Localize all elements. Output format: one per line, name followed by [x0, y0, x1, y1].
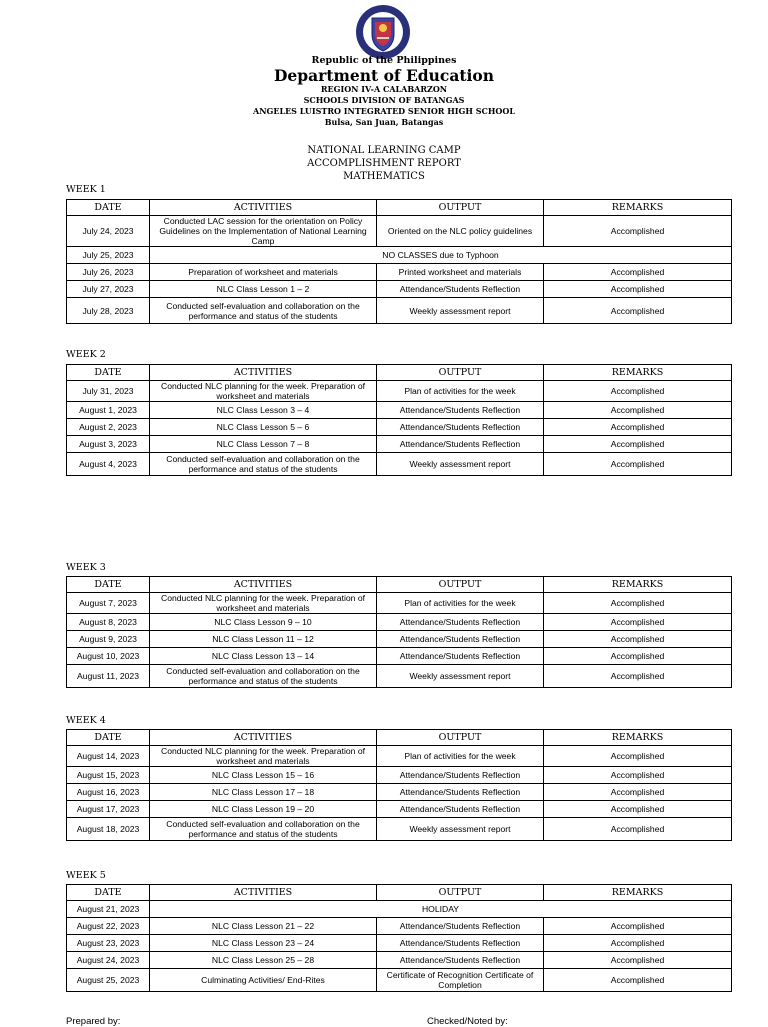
output-cell: Attendance/Students Reflection [377, 767, 544, 784]
week-label: WEEK 2 [66, 349, 106, 360]
report-title-3: MATHEMATICS [343, 171, 425, 182]
output-cell: Plan of activities for the week [377, 593, 544, 614]
republic-line: Republic of the Philippines [311, 55, 457, 66]
output-cell: Attendance/Students Reflection [377, 952, 544, 969]
remarks-cell: Accomplished [544, 631, 732, 648]
table-row [67, 381, 732, 402]
table-header-row [67, 577, 732, 593]
output-cell: Attendance/Students Reflection [377, 402, 544, 419]
report-title-2: ACCOMPLISHMENT REPORT [307, 158, 461, 169]
date-cell: August 16, 2023 [67, 784, 150, 801]
remarks-cell: Accomplished [544, 593, 732, 614]
output-cell: Attendance/Students Reflection [377, 784, 544, 801]
week-label: WEEK 3 [66, 562, 106, 573]
activity-cell: NLC Class Lesson 1 – 2 [150, 281, 377, 298]
table-row [67, 402, 732, 419]
table-row [67, 264, 732, 281]
date-cell: August 7, 2023 [67, 593, 150, 614]
column-header-output: OUTPUT [377, 730, 544, 746]
column-header-activities: ACTIVITIES [150, 730, 377, 746]
table-row [67, 593, 732, 614]
remarks-cell: Accomplished [544, 648, 732, 665]
table-header-row [67, 365, 732, 381]
table-header-row [67, 200, 732, 216]
remarks-cell: Accomplished [544, 969, 732, 992]
output-cell: Attendance/Students Reflection [377, 648, 544, 665]
table-header-row [67, 730, 732, 746]
table-row [67, 419, 732, 436]
activity-cell: Conducted NLC planning for the week. Preparation of worksheet and materials [150, 381, 377, 402]
column-header-date: DATE [67, 365, 150, 381]
date-cell: August 3, 2023 [67, 436, 150, 453]
week-table [66, 729, 732, 841]
table-row [67, 818, 732, 841]
date-cell: August 8, 2023 [67, 614, 150, 631]
date-cell: July 28, 2023 [67, 298, 150, 324]
remarks-cell: Accomplished [544, 935, 732, 952]
date-cell: August 22, 2023 [67, 918, 150, 935]
date-cell: July 27, 2023 [67, 281, 150, 298]
output-cell: Attendance/Students Reflection [377, 281, 544, 298]
remarks-cell: Accomplished [544, 453, 732, 476]
remarks-cell: Accomplished [544, 264, 732, 281]
column-header-date: DATE [67, 577, 150, 593]
remarks-cell: Accomplished [544, 402, 732, 419]
department-name: Department of Education [273, 66, 495, 85]
date-cell: July 24, 2023 [67, 216, 150, 247]
column-header-activities: ACTIVITIES [150, 200, 377, 216]
date-cell: August 14, 2023 [67, 746, 150, 767]
table-row [67, 281, 732, 298]
activity-cell: Conducted self-evaluation and collaboration on the performance and status of the students [150, 298, 377, 324]
activity-cell: NLC Class Lesson 3 – 4 [150, 402, 377, 419]
week-label: WEEK 5 [66, 870, 106, 881]
output-cell: Weekly assessment report [377, 298, 544, 324]
region-line: REGION IV-A CALABARZON [320, 84, 448, 94]
remarks-cell: Accomplished [544, 216, 732, 247]
table-row [67, 784, 732, 801]
output-cell: Attendance/Students Reflection [377, 801, 544, 818]
table-row [67, 216, 732, 247]
activity-cell: NLC Class Lesson 15 – 16 [150, 767, 377, 784]
prepared-by-label: Prepared by: [66, 1016, 121, 1027]
week-table [66, 199, 732, 324]
output-cell: Certificate of Recognition Certificate of Completion [377, 969, 544, 992]
date-cell: August 2, 2023 [67, 419, 150, 436]
output-cell: Plan of activities for the week [377, 746, 544, 767]
merged-note-cell: NO CLASSES due to Typhoon [150, 247, 732, 264]
column-header-date: DATE [67, 730, 150, 746]
output-cell: Attendance/Students Reflection [377, 935, 544, 952]
remarks-cell: Accomplished [544, 784, 732, 801]
date-cell: July 26, 2023 [67, 264, 150, 281]
remarks-cell: Accomplished [544, 801, 732, 818]
deped-seal-icon [355, 4, 411, 60]
school-line: ANGELES LUISTRO INTEGRATED SENIOR HIGH SCHOOL [253, 106, 515, 116]
output-cell: Weekly assessment report [377, 453, 544, 476]
address-line: Bulsa, San Juan, Batangas [324, 117, 444, 127]
date-cell: August 18, 2023 [67, 818, 150, 841]
date-cell: August 11, 2023 [67, 665, 150, 688]
output-cell: Attendance/Students Reflection [377, 614, 544, 631]
activity-cell: NLC Class Lesson 23 – 24 [150, 935, 377, 952]
week-table [66, 576, 732, 688]
activity-cell: NLC Class Lesson 19 – 20 [150, 801, 377, 818]
remarks-cell: Accomplished [544, 419, 732, 436]
table-row [67, 614, 732, 631]
activity-cell: Conducted NLC planning for the week. Preparation of worksheet and materials [150, 593, 377, 614]
column-header-date: DATE [67, 885, 150, 901]
activity-cell: NLC Class Lesson 5 – 6 [150, 419, 377, 436]
remarks-cell: Accomplished [544, 767, 732, 784]
table-row [67, 665, 732, 688]
date-cell: July 25, 2023 [67, 247, 150, 264]
date-cell: July 31, 2023 [67, 381, 150, 402]
week-table [66, 364, 732, 476]
column-header-output: OUTPUT [377, 365, 544, 381]
table-row [67, 901, 732, 918]
output-cell: Attendance/Students Reflection [377, 419, 544, 436]
column-header-remarks: REMARKS [544, 577, 732, 593]
table-row [67, 247, 732, 264]
date-cell: August 21, 2023 [67, 901, 150, 918]
column-header-activities: ACTIVITIES [150, 365, 377, 381]
table-row [67, 648, 732, 665]
activity-cell: NLC Class Lesson 17 – 18 [150, 784, 377, 801]
week-label: WEEK 4 [66, 715, 106, 726]
activity-cell: Conducted self-evaluation and collaboration on the performance and status of the students [150, 665, 377, 688]
table-row [67, 298, 732, 324]
date-cell: August 24, 2023 [67, 952, 150, 969]
table-row [67, 767, 732, 784]
table-row [67, 801, 732, 818]
table-row [67, 935, 732, 952]
table-row [67, 918, 732, 935]
remarks-cell: Accomplished [544, 436, 732, 453]
column-header-output: OUTPUT [377, 577, 544, 593]
date-cell: August 25, 2023 [67, 969, 150, 992]
column-header-output: OUTPUT [377, 885, 544, 901]
activity-cell: Culminating Activities/ End-Rites [150, 969, 377, 992]
output-cell: Attendance/Students Reflection [377, 436, 544, 453]
activity-cell: Preparation of worksheet and materials [150, 264, 377, 281]
column-header-output: OUTPUT [377, 200, 544, 216]
merged-note-cell: HOLIDAY [150, 901, 732, 918]
output-cell: Printed worksheet and materials [377, 264, 544, 281]
week-table [66, 884, 732, 992]
date-cell: August 23, 2023 [67, 935, 150, 952]
date-cell: August 10, 2023 [67, 648, 150, 665]
column-header-remarks: REMARKS [544, 200, 732, 216]
checked-by-label: Checked/Noted by: [427, 1016, 508, 1027]
output-cell: Plan of activities for the week [377, 381, 544, 402]
column-header-remarks: REMARKS [544, 885, 732, 901]
remarks-cell: Accomplished [544, 665, 732, 688]
table-row [67, 631, 732, 648]
activity-cell: NLC Class Lesson 25 – 28 [150, 952, 377, 969]
output-cell: Weekly assessment report [377, 665, 544, 688]
activity-cell: NLC Class Lesson 21 – 22 [150, 918, 377, 935]
date-cell: August 1, 2023 [67, 402, 150, 419]
date-cell: August 9, 2023 [67, 631, 150, 648]
activity-cell: NLC Class Lesson 11 – 12 [150, 631, 377, 648]
column-header-date: DATE [67, 200, 150, 216]
table-row [67, 453, 732, 476]
remarks-cell: Accomplished [544, 298, 732, 324]
remarks-cell: Accomplished [544, 952, 732, 969]
table-row [67, 969, 732, 992]
remarks-cell: Accomplished [544, 614, 732, 631]
output-cell: Oriented on the NLC policy guidelines [377, 216, 544, 247]
output-cell: Attendance/Students Reflection [377, 918, 544, 935]
column-header-activities: ACTIVITIES [150, 885, 377, 901]
activity-cell: Conducted LAC session for the orientation on Policy Guidelines on the Implementation of National Learning Camp [150, 216, 377, 247]
activity-cell: Conducted self-evaluation and collaboration on the performance and status of the students [150, 818, 377, 841]
week-label: WEEK 1 [66, 184, 106, 195]
column-header-activities: ACTIVITIES [150, 577, 377, 593]
output-cell: Weekly assessment report [377, 818, 544, 841]
activity-cell: NLC Class Lesson 7 – 8 [150, 436, 377, 453]
remarks-cell: Accomplished [544, 818, 732, 841]
output-cell: Attendance/Students Reflection [377, 631, 544, 648]
remarks-cell: Accomplished [544, 381, 732, 402]
remarks-cell: Accomplished [544, 918, 732, 935]
date-cell: August 4, 2023 [67, 453, 150, 476]
activity-cell: Conducted NLC planning for the week. Preparation of worksheet and materials [150, 746, 377, 767]
table-header-row [67, 885, 732, 901]
remarks-cell: Accomplished [544, 281, 732, 298]
division-line: SCHOOLS DIVISION OF BATANGAS [303, 95, 465, 105]
date-cell: August 15, 2023 [67, 767, 150, 784]
column-header-remarks: REMARKS [544, 365, 732, 381]
remarks-cell: Accomplished [544, 746, 732, 767]
report-title-1: NATIONAL LEARNING CAMP [307, 145, 461, 156]
table-row [67, 952, 732, 969]
activity-cell: Conducted self-evaluation and collaboration on the performance and status of the students [150, 453, 377, 476]
activity-cell: NLC Class Lesson 9 – 10 [150, 614, 377, 631]
date-cell: August 17, 2023 [67, 801, 150, 818]
table-row [67, 746, 732, 767]
activity-cell: NLC Class Lesson 13 – 14 [150, 648, 377, 665]
table-row [67, 436, 732, 453]
column-header-remarks: REMARKS [544, 730, 732, 746]
